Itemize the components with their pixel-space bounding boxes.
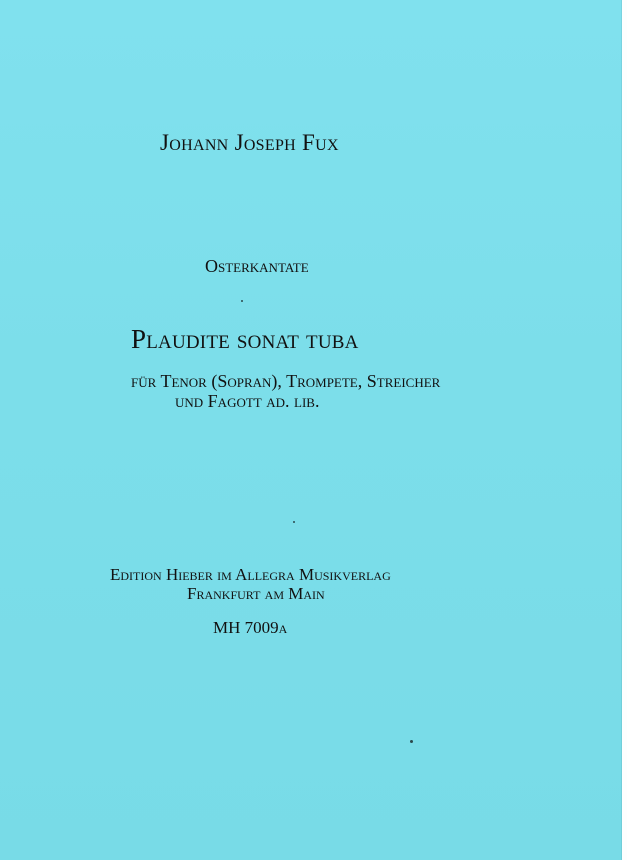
paper-speck [241, 300, 243, 302]
publisher-line-2: Frankfurt am Main [187, 584, 325, 603]
paper-speck [293, 521, 295, 523]
instrumentation-line-2: und Fagott ad. lib. [175, 391, 320, 411]
composer-name: Johann Joseph Fux [160, 130, 339, 155]
paper-speck [410, 740, 413, 743]
work-type: Osterkantate [205, 256, 309, 276]
work-title: Plaudite sonat tuba [131, 324, 359, 354]
publisher-line-1: Edition Hieber im Allegra Musikverlag [110, 565, 391, 584]
instrumentation-line-1: für Tenor (Sopran), Trompete, Streicher [131, 371, 441, 391]
catalog-number: MH 7009a [213, 618, 288, 637]
